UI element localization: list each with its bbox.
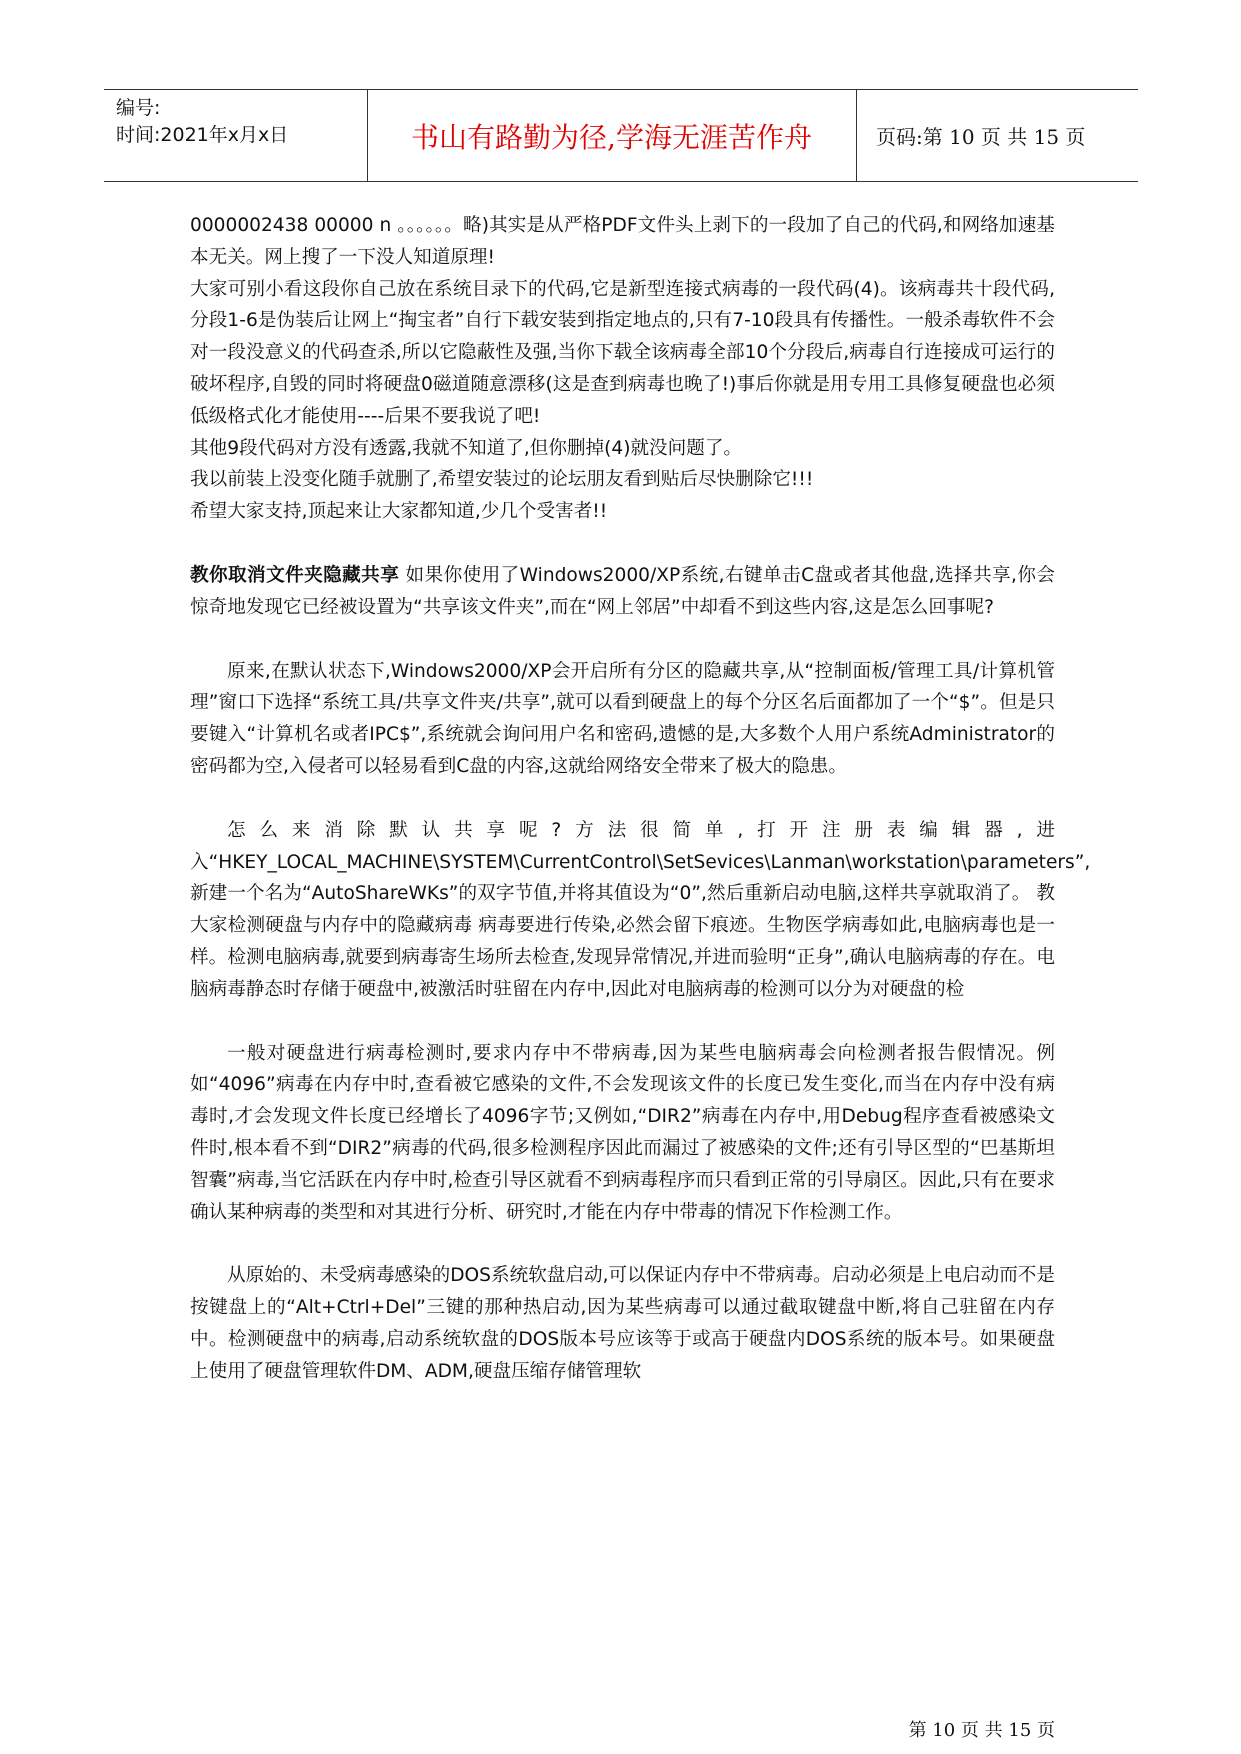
paragraph-virus-description: 大家可别小看这段你自己放在系统目录下的代码,它是新型连接式病毒的一段代码(4)。该病毒共十段代码,分段1-6是伪装后让网上“掏宝者”自行下载安装到指定地点的,只有7-10段具有传播性。一般杀毒软件不会对一段没意义的代码查杀,所以它隐蔽性及强,当你下载全该病毒全部10个分段后,病毒自行连接成可运行的破坏程序,自毁的同时将硬盘0磁道随意漂移(这是查到病毒也晚了!)事后你就是用专用工具修复硬盘也必须低级格式化才能使用----后果不要我说了吧! [190,278,1055,427]
paragraph-deleted: 我以前装上没变化随手就删了,希望安装过的论坛朋友看到贴后尽快删除它!!! [190,469,814,491]
paragraph-gap [190,783,1055,815]
header-middle-cell [367,90,857,181]
header-right-cell [856,90,1138,181]
header-left-cell [104,90,368,181]
page-header [104,89,1138,182]
document-number-label: 编号: [116,97,161,119]
paragraph-pdf-code: 0000002438 00000 n 。。。。。。略)其实是从严格PDF文件头上剥下的一段加了自己的代码,和网络加速基本无关。网上搜了一下没人知道原理! [190,215,1055,268]
paragraph-other-segments: 其他9段代码对方没有透露,我就不知道了,但你删掉(4)就没问题了。 [190,437,743,459]
paragraph-gap [190,624,1055,656]
paragraph-gap [190,1228,1055,1260]
document-body [190,210,1091,1388]
paragraph-registry-fix: 怎么来消除默认共享呢?方法很简单,打开注册表编辑器,进入“HKEY_LOCAL_MACHINE\SYSTEM\CurrentControl\SetSevices\Lanman\workstation\parameters”,新建一个名为“AutoShareWKs”的双字节值,并将其值设为“0”,然后重新启动电脑,这样共享就取消了。 教大家检测硬盘与内存中的隐藏病毒 病毒要进行传染,必然会留下痕迹。生物医学病毒如此,电脑病毒也是一样。检测电脑病毒,就要到病毒寄生场所去检查,发现异常情况,并进而验明“正身”,确认电脑病毒的存在。电脑病毒静态时存储于硬盘中,被激活时驻留在内存中,因此对电脑病毒的检测可以分为对硬盘的检 [190,819,1091,1000]
document-time-label: 时间:2021年x月x日 [116,124,289,146]
section-title-hidden-share: 教你取消文件夹隐藏共享 [190,564,400,586]
header-motto: 书山有路勤为径,学海无涯苦作舟 [411,120,812,154]
paragraph-gap [190,528,1055,560]
paragraph-hidden-share [190,560,1055,624]
paragraph-support: 希望大家支持,顶起来让大家都知道,少几个受害者!! [190,501,608,523]
paragraph-memory-check: 一般对硬盘进行病毒检测时,要求内存中不带病毒,因为某些电脑病毒会向检测者报告假情况。例如“4096”病毒在内存中时,查看被它感染的文件,不会发现该文件的长度已发生变化,而当在内存中没有病毒时,才会发现文件长度已经增长了4096字节;又例如,“DIR2”病毒在内存中,用Debug程序查看被感染文件时,根本看不到“DIR2”病毒的代码,很多检测程序因此而漏过了被感染的文件;还有引导区型的“巴基斯坦智囊”病毒,当它活跃在内存中时,检查引导区就看不到病毒程序而只看到正常的引导扇区。因此,只有在要求确认某种病毒的类型和对其进行分析、研究时,才能在内存中带毒的情况下作检测工作。 [190,1042,1055,1223]
section-text-hidden-share: 如果你使用了Windows2000/XP系统,右键单击C盘或者其他盘,选择共享,你会惊奇地发现它已经被设置为“共享该文件夹”,而在“网上邻居”中却看不到这些内容,这是怎么回事呢? [190,564,1055,618]
header-page-info: 页码:第 10 页 共 15 页 [876,125,1086,149]
paragraph-gap [190,1006,1055,1038]
paragraph-default-share: 原来,在默认状态下,Windows2000/XP会开启所有分区的隐藏共享,从“控制面板/管理工具/计算机管理”窗口下选择“系统工具/共享文件夹/共享”,就可以看到硬盘上的每个分区名后面都加了一个“$”。但是只要键入“计算机名或者IPC$”,系统就会询问用户名和密码,遗憾的是,大多数个人用户系统Administrator的密码都为空,入侵者可以轻易看到C盘的内容,这就给网络安全带来了极大的隐患。 [190,660,1055,777]
paragraph-dos-boot: 从原始的、未受病毒感染的DOS系统软盘启动,可以保证内存中不带病毒。启动必须是上电启动而不是按键盘上的“Alt+Ctrl+Del”三键的那种热启动,因为某些病毒可以通过截取键盘中断,将自己驻留在内存中。检测硬盘中的病毒,启动系统软盘的DOS版本号应该等于或高于硬盘内DOS系统的版本号。如果硬盘上使用了硬盘管理软件DM、ADM,硬盘压缩存储管理软 [190,1265,1055,1382]
page-footer: 第 10 页 共 15 页 [908,1720,1055,1741]
